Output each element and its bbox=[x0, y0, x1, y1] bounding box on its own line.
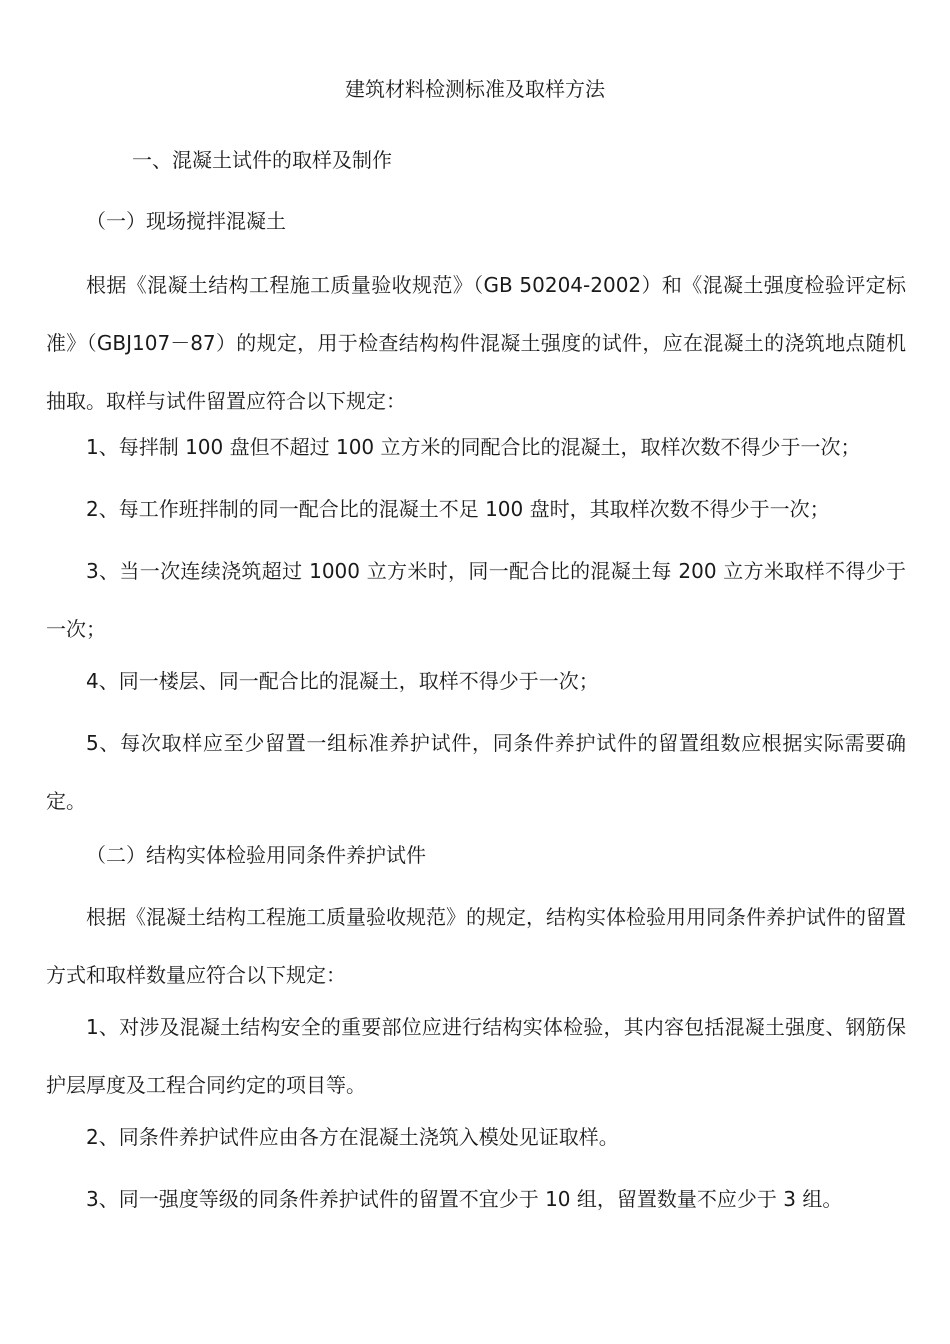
list-item: 2、同条件养护试件应由各方在混凝土浇筑入模处见证取样。 bbox=[86, 1125, 619, 1149]
list-item: 2、每工作班拌制的同一配合比的混凝土不足 100 盘时，其取样次数不得少于一次； bbox=[86, 497, 830, 521]
subsection-heading-1: （一）现场搅拌混凝土 bbox=[86, 209, 286, 233]
list-item: 5、每次取样应至少留置一组标准养护试件，同条件养护试件的留置组数应根据实际需要确定。 bbox=[46, 731, 906, 813]
subsection-2-intro: 根据《混凝土结构工程施工质量验收规范》的规定，结构实体检验用用同条件养护试件的留置方式和取样数量应符合以下规定： bbox=[46, 905, 906, 987]
subsection-heading-2: （二）结构实体检验用同条件养护试件 bbox=[86, 843, 426, 867]
list-item: 3、当一次连续浇筑超过 1000 立方米时，同一配合比的混凝土每 200 立方米取样不得少于一次； bbox=[46, 559, 906, 641]
list-item: 4、同一楼层、同一配合比的混凝土，取样不得少于一次； bbox=[86, 669, 599, 693]
subsection-1-intro: 根据《混凝土结构工程施工质量验收规范》（GB 50204-2002）和《混凝土强度检验评定标准》（GBJ107－87）的规定，用于检查结构构件混凝土强度的试件，应在混凝土的浇筑地点随机抽取。取样与试件留置应符合以下规定： bbox=[46, 273, 906, 413]
document-title: 建筑材料检测标准及取样方法 bbox=[345, 77, 605, 101]
section-heading: 一、混凝土试件的取样及制作 bbox=[132, 148, 392, 172]
list-item: 1、对涉及混凝土结构安全的重要部位应进行结构实体检验，其内容包括混凝土强度、钢筋保护层厚度及工程合同约定的项目等。 bbox=[46, 1015, 906, 1097]
list-item: 3、同一强度等级的同条件养护试件的留置不宜少于 10 组，留置数量不应少于 3 组。 bbox=[86, 1187, 843, 1211]
list-item: 1、每拌制 100 盘但不超过 100 立方米的同配合比的混凝土，取样次数不得少于一次； bbox=[86, 435, 861, 459]
